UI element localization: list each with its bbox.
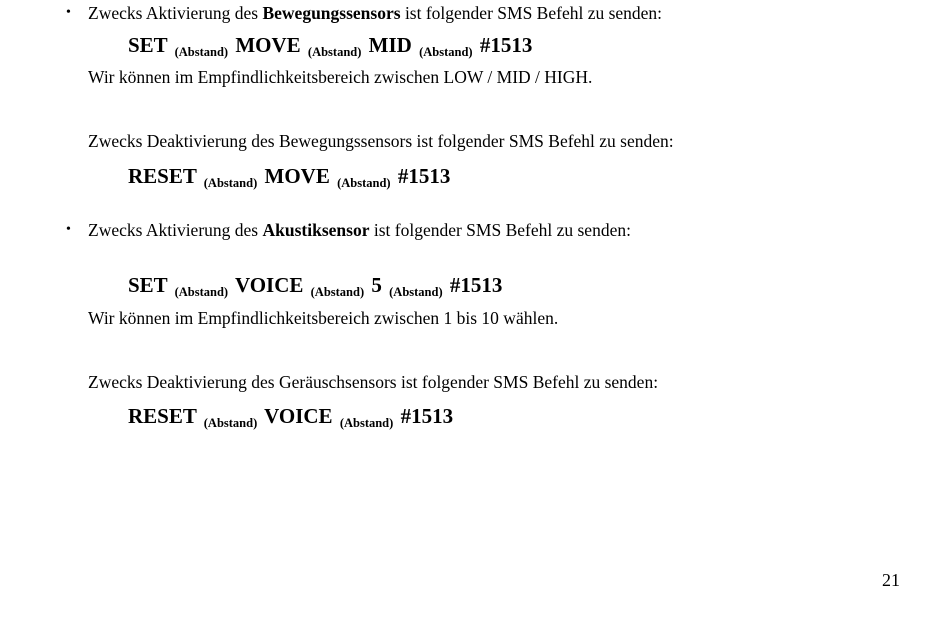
command-gap: (Abstand) — [419, 45, 473, 59]
command-token: VOICE — [264, 404, 333, 428]
command-token: #1513 — [397, 164, 451, 188]
command-gap: (Abstand) — [339, 416, 394, 430]
command-token: SET — [128, 33, 168, 57]
command-gap: (Abstand) — [174, 45, 229, 59]
move-activate-command — [128, 33, 532, 60]
bullet-icon: • — [66, 5, 71, 20]
command-token: MOVE — [264, 164, 330, 188]
command-gap: (Abstand) — [389, 285, 443, 299]
move-deactivate-command — [128, 164, 450, 191]
page-number: 21 — [882, 570, 900, 590]
intro-text: Zwecks Aktivierung des — [88, 220, 263, 240]
move-activate-intro — [88, 3, 662, 23]
command-token: SET — [128, 273, 168, 297]
command-token: #1513 — [449, 273, 503, 297]
voice-deactivate-command — [128, 404, 453, 431]
command-gap: (Abstand) — [203, 416, 258, 430]
bullet-icon: • — [66, 222, 71, 237]
move-activate-note: Wir können im Empfindlichkeitsbereich zwischen LOW / MID / HIGH. — [88, 67, 593, 87]
command-token: RESET — [128, 164, 197, 188]
command-gap: (Abstand) — [310, 285, 365, 299]
intro-bold-term: Bewegungssensors — [262, 3, 401, 23]
command-token: MID — [368, 33, 412, 57]
intro-text: Zwecks Aktivierung des — [88, 3, 263, 23]
command-gap: (Abstand) — [337, 176, 391, 190]
voice-activate-intro — [88, 220, 631, 240]
command-token: #1513 — [479, 33, 533, 57]
intro-text: ist folgender SMS Befehl zu senden: — [369, 220, 631, 240]
command-token: MOVE — [235, 33, 301, 57]
command-gap: (Abstand) — [203, 176, 258, 190]
move-deactivate-intro: Zwecks Deaktivierung des Bewegungssensors ist folgender SMS Befehl zu senden: — [88, 131, 674, 151]
command-token: VOICE — [234, 273, 304, 297]
command-gap: (Abstand) — [307, 45, 362, 59]
command-token: RESET — [128, 404, 197, 428]
intro-bold-term: Akustiksensor — [262, 220, 370, 240]
command-token: 5 — [371, 273, 382, 297]
voice-activate-command — [128, 273, 502, 300]
voice-activate-note: Wir können im Empfindlichkeitsbereich zwischen 1 bis 10 wählen. — [88, 308, 559, 328]
voice-deactivate-intro: Zwecks Deaktivierung des Geräuschsensors ist folgender SMS Befehl zu senden: — [88, 372, 659, 392]
intro-text: ist folgender SMS Befehl zu senden: — [400, 3, 663, 23]
command-token: #1513 — [400, 404, 454, 428]
command-gap: (Abstand) — [174, 285, 229, 299]
